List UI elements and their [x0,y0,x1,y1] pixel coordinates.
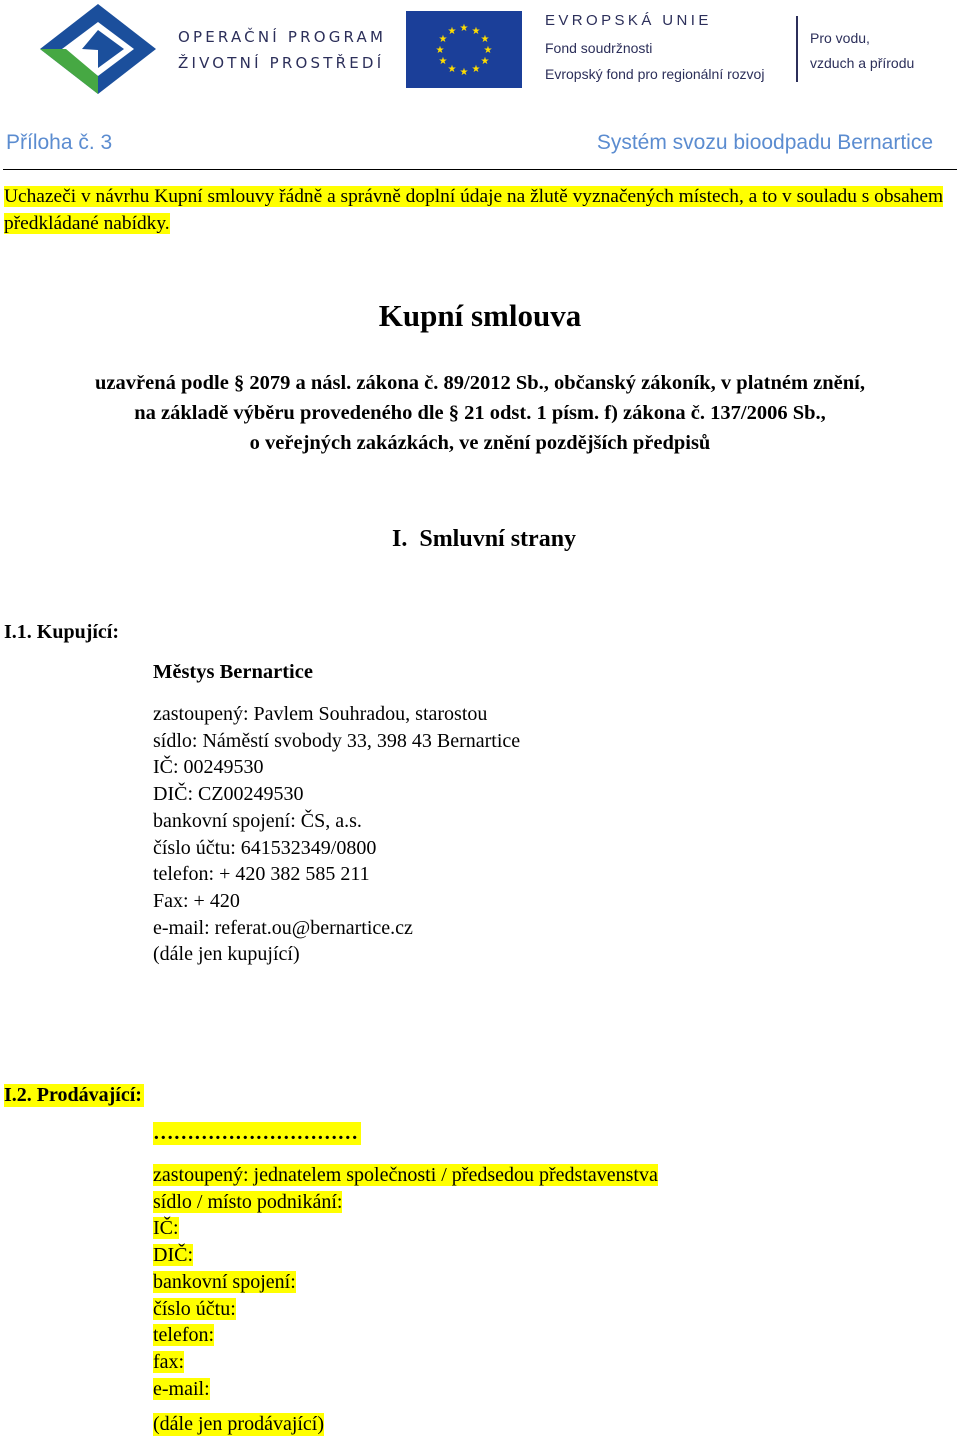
buyer-alias: (dále jen kupující) [153,943,300,966]
svg-text:★: ★ [480,34,490,45]
opzp-logo-text-line2: ŽIVOTNÍ PROSTŘEDÍ [178,54,385,72]
seller-details [153,1162,658,1402]
buyer-fax: Fax: + 420 [153,889,240,912]
buyer-ic: IČ: 00249530 [153,756,264,779]
svg-text:★: ★ [483,45,493,56]
preamble-line: na základě výběru provedeného dle § 21 odst. 1 písm. f) zákona č. 137/2006 Sb., [134,402,826,424]
buyer-details [153,701,520,968]
svg-text:★: ★ [471,26,481,37]
seller-email-field[interactable]: e-mail: [153,1377,210,1400]
buyer-label: I.1. Kupující: [4,621,120,643]
eu-title: EVROPSKÁ UNIE [545,12,712,29]
buyer-representative: zastoupený: Pavlem Souhradou, starostou [153,703,488,725]
seller-dic-field[interactable]: DIČ: [153,1244,193,1267]
opzp-logo [38,2,158,96]
buyer-dic: DIČ: CZ00249530 [153,783,304,806]
buyer-bank: bankovní spojení: ČS, a.s. [153,809,362,832]
seller-address-field[interactable]: sídlo / místo podnikání: [153,1190,343,1213]
seller-ic-field[interactable]: IČ: [153,1217,179,1240]
document-subject: Systém svozu bioodpadu Bernartice [596,131,933,154]
seller-name-field[interactable]: ………………………… [153,1122,361,1145]
eu-fund-cohesion: Fond soudržnosti [545,40,653,56]
seller-phone-field[interactable]: telefon: [153,1324,215,1347]
seller-bank-field[interactable]: bankovní spojení: [153,1270,296,1293]
svg-text:★: ★ [459,67,469,78]
section-heading: I. Smluvní strany [392,526,577,552]
seller-label: I.2. Prodávající: [4,1084,142,1106]
buyer-address: sídlo: Náměstí svobody 33, 398 43 Bernartice [153,729,521,752]
header-divider [796,16,798,82]
preamble-line: o veřejných zakázkách, ve znění pozdějších předpisů [249,432,711,454]
motto-line1: Pro vodu, [810,30,870,46]
svg-text:★: ★ [438,34,448,45]
seller-account-field[interactable]: číslo účtu: [153,1297,236,1320]
svg-text:★: ★ [480,56,490,67]
svg-text:★: ★ [459,23,469,34]
instruction-text: Uchazeči v návrhu Kupní smlouvy řádně a správně doplní údaje na žlutě vyznačených místech, a to v souladu s obsahem předkládané nabídky. [4,186,944,234]
svg-text:★: ★ [471,64,481,75]
eu-fund-regional: Evropský fond pro regionální rozvoj [545,66,765,82]
buyer-email: e-mail: referat.ou@bernartice.cz [153,916,413,939]
opzp-logo-text-line1: OPERAČNÍ PROGRAM [178,28,387,46]
contract-title: Kupní smlouva [378,298,582,333]
seller-fax-field[interactable]: fax: [153,1350,185,1373]
svg-text:★: ★ [435,45,445,56]
buyer-name: Městys Bernartice [153,661,313,683]
header-rule [3,169,957,170]
seller-alias: (dále jen prodávající) [153,1413,325,1435]
eu-flag-icon [406,11,522,88]
motto-line2: vzduch a přírodu [810,55,915,71]
svg-text:★: ★ [447,26,457,37]
buyer-phone: telefon: + 420 382 585 211 [153,863,370,886]
instruction-note [4,183,956,237]
svg-text:★: ★ [447,64,457,75]
svg-text:★: ★ [438,56,448,67]
seller-representative-field[interactable]: zastoupený: jednatelem společnosti / předsedou představenstva [153,1164,658,1186]
buyer-account: číslo účtu: 641532349/0800 [153,836,377,859]
preamble-line: uzavřená podle § 2079 a násl. zákona č. 89/2012 Sb., občanský zákoník, v platném znění, [95,372,865,394]
annex-label: Příloha č. 3 [6,131,113,154]
